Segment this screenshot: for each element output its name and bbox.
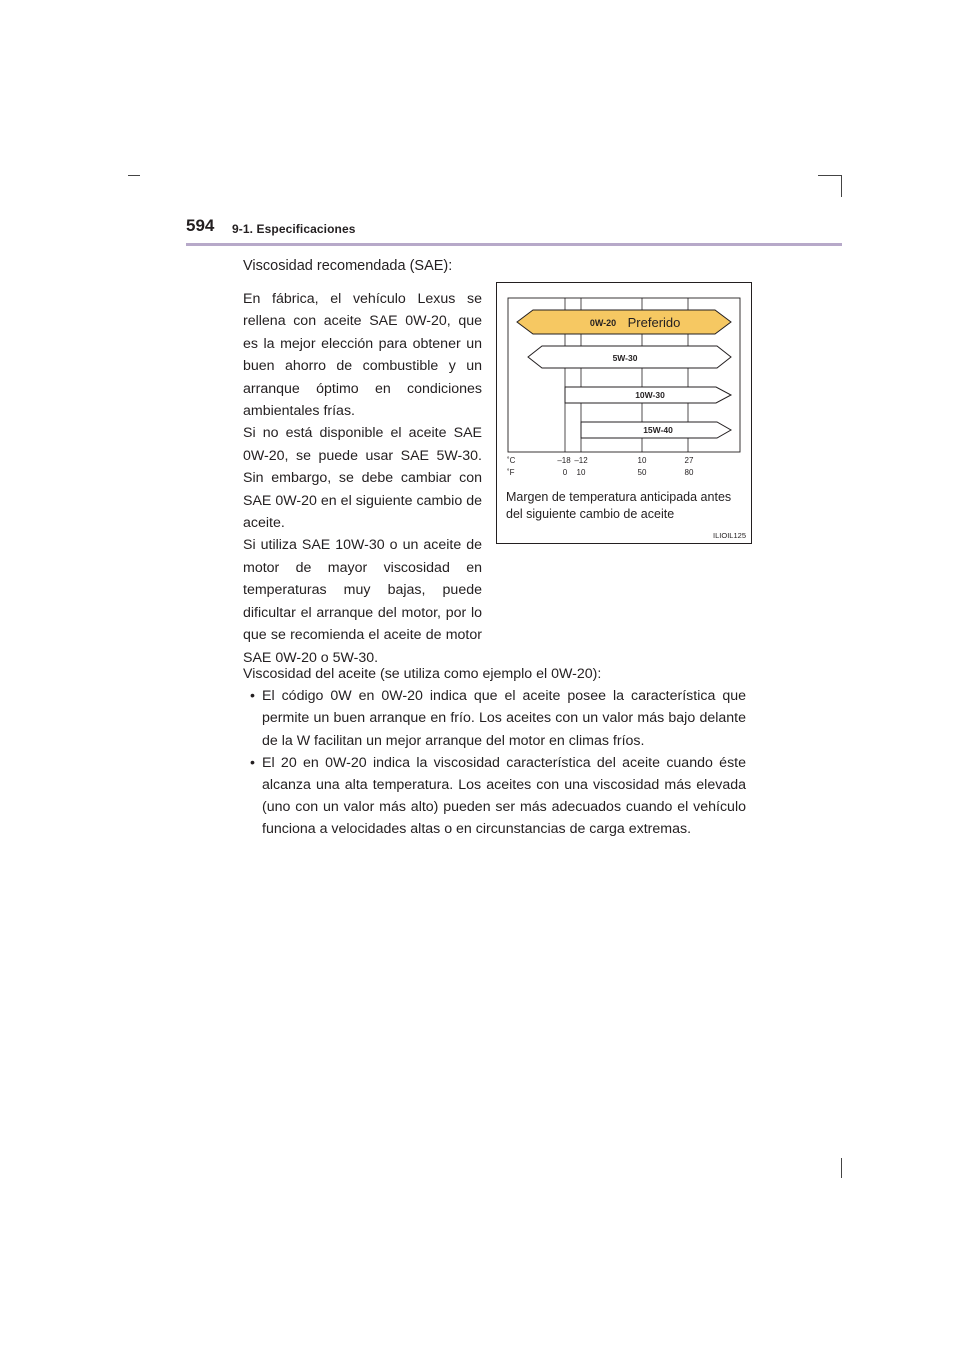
figure-code: ILIOIL125 [713, 531, 746, 540]
crop-mark [128, 175, 140, 176]
intro-paragraph: En fábrica, el vehículo Lexus se rellena con aceite SAE 0W-20, que es la mejor elección para obtener un buen ahorro de combustible y un arranque óptimo en condiciones ambientales frías. [243, 291, 482, 420]
intro-heading: Viscosidad recomendada (SAE): [243, 258, 453, 274]
fahrenheit-tick: 0 [562, 468, 568, 477]
bullet-text: El código 0W en 0W-20 indica que el aceite posee la característica que permite un buen arranque en frío. Los aceites con un valor más bajo delante de la W facilitan un mejor arranque del motor en climas fríos. [262, 688, 746, 749]
bar-label-15w40: 15W-40 [643, 425, 673, 435]
bullet-dot: • [250, 688, 255, 705]
celsius-tick: –18 [557, 456, 571, 465]
crop-mark [818, 175, 842, 176]
bullet-item [243, 752, 746, 841]
header-rule [186, 243, 842, 246]
figure-caption: Margen de temperatura anticipada antes del siguiente cambio de aceite [506, 490, 732, 521]
bullet-text: El 20 en 0W-20 indica la viscosidad característica del aceite cuando éste alcanza una alta temperatura. Los aceites con una viscosidad más elevada (uno con un valor más alto) pueden ser más adecuados cuando el vehículo funciona a velocidades altas o en circunstancias de carga extremas. [262, 754, 746, 838]
celsius-unit: ˚C [507, 456, 516, 465]
intro-paragraph: Si no está disponible el aceite SAE 0W-20, se puede usar SAE 5W-30. Sin embargo, se debe cambiar con SAE 0W-20 en el siguiente cambio de aceite. [243, 425, 482, 532]
fahrenheit-tick: 50 [637, 468, 647, 477]
bullet-dot: • [250, 754, 255, 771]
viscosity-section [243, 663, 746, 841]
bar-label-0w20: 0W-20 [589, 318, 617, 328]
celsius-tick: –12 [574, 456, 588, 465]
fahrenheit-tick: 10 [576, 468, 586, 477]
celsius-tick: 27 [684, 456, 694, 465]
bullet-item [243, 685, 746, 752]
bar-label-5w30: 5W-30 [612, 353, 638, 363]
viscosity-heading: Viscosidad del aceite (se utiliza como ejemplo el 0W-20): [243, 666, 602, 682]
bar-label-preferido: Preferido [627, 315, 681, 330]
celsius-tick: 10 [637, 456, 647, 465]
section-title: 9-1. Especificaciones [232, 222, 356, 236]
bar-label-10w30: 10W-30 [635, 390, 665, 400]
crop-mark [841, 1158, 842, 1178]
fahrenheit-unit: ˚F [507, 468, 515, 477]
viscosity-figure [496, 282, 752, 544]
bar-0w20 [517, 310, 731, 334]
page-number: 594 [186, 216, 215, 235]
intro-paragraph: Si utiliza SAE 10W-30 o un aceite de motor de mayor viscosidad en temperaturas muy bajas, puede dificultar el arranque del motor, por lo que se recomienda el aceite de motor SAE 0W-20 o 5W-30. [243, 537, 482, 666]
intro-text [243, 288, 482, 669]
fahrenheit-tick: 80 [684, 468, 694, 477]
crop-mark [841, 175, 842, 197]
